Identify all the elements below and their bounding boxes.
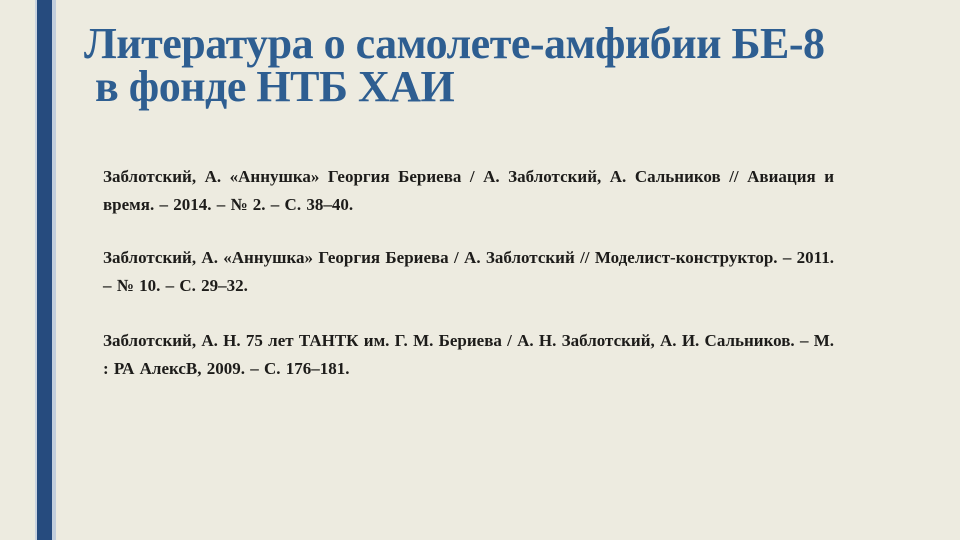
bibliography-entry: Заблотский, А. «Аннушка» Георгия Бериева / А. Заблотский // Моделист-конструктор. – 2011. – № 10. – С. 29–32. [103, 248, 834, 295]
left-accent-bar [35, 0, 56, 540]
accent-bar-light-edge-right [52, 0, 56, 540]
accent-bar-core [37, 0, 52, 540]
bibliography-entry: Заблотский, А. «Аннушка» Георгия Бериева / А. Заблотский, А. Сальников // Авиация и время. – 2014. – № 2. – С. 38–40. [103, 167, 834, 214]
slide-title [84, 19, 934, 111]
slide-title-line-1: Литература о самолете-амфибии БЕ-8 [84, 19, 825, 68]
bibliography-list [103, 163, 834, 408]
slide-title-line-2: в фонде НТБ ХАИ [95, 62, 455, 111]
bibliography-entry: Заблотский, А. Н. 75 лет ТАНТК им. Г. М. Бериева / А. Н. Заблотский, А. И. Сальников. – М. : РА АлексВ, 2009. – С. 176–181. [103, 331, 834, 378]
